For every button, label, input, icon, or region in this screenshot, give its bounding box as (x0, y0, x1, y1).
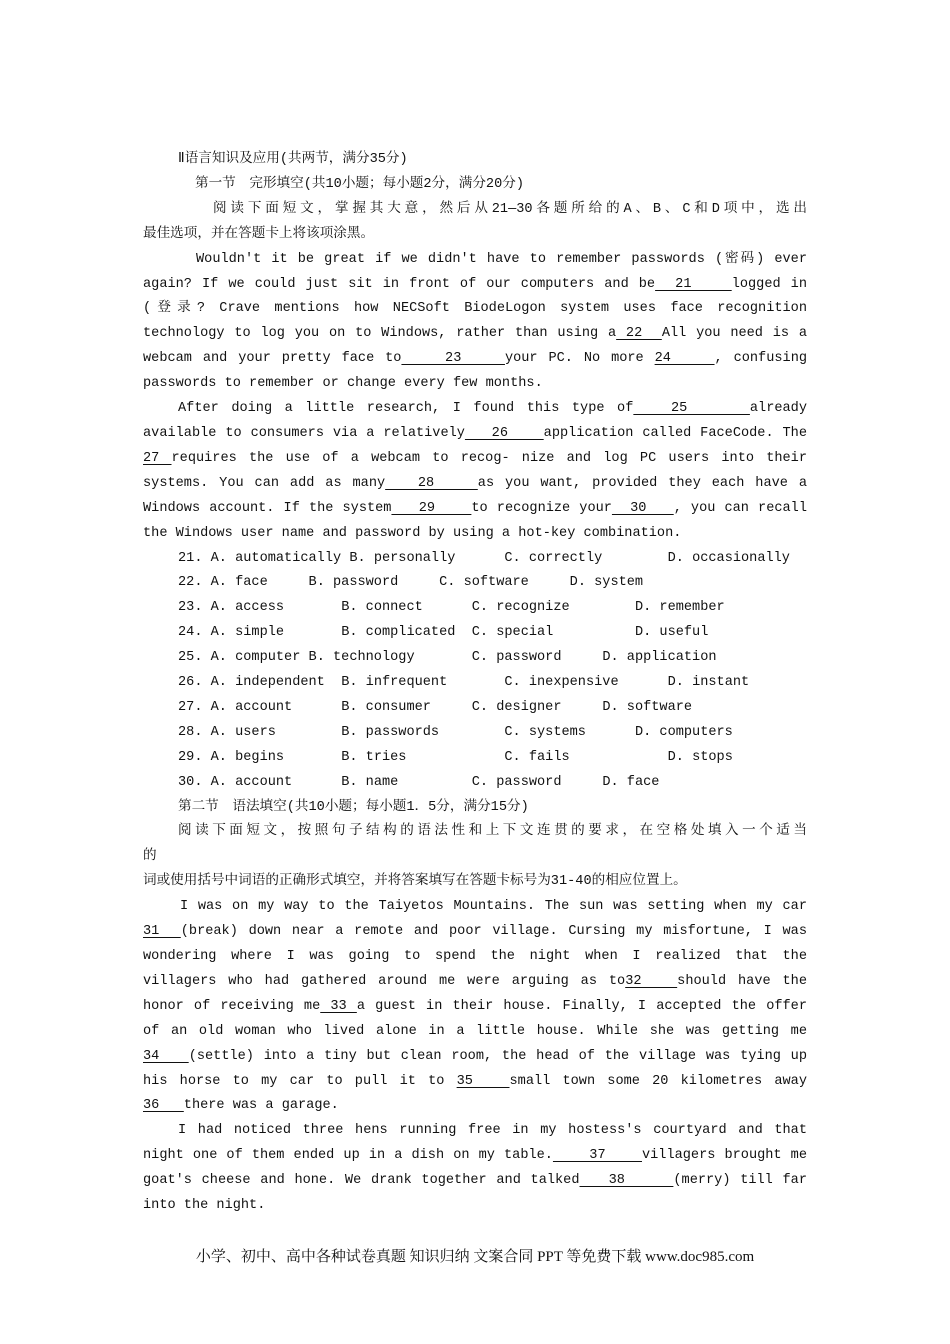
grammar-passage-line: 的 (143, 849, 157, 865)
option-d[interactable]: D. application (602, 650, 717, 666)
grammar-passage-line: 第二节 语法填空(共10小题；每小题1．5分，满分15分) (178, 799, 529, 815)
grammar-passage-line: I was on my way to the Taiyetos Mountains. The sun was setting when my car (180, 899, 807, 915)
answer-blank[interactable]: 30 (611, 500, 674, 516)
option-b[interactable]: B. technology (308, 650, 415, 666)
question-number: 26. (178, 675, 203, 691)
option-d[interactable]: D. instant (667, 675, 750, 691)
question-options-row (143, 746, 807, 771)
cloze-passage-line: the Windows user name and password by using a hot-key combination. (143, 525, 682, 541)
question-options-row (143, 671, 807, 696)
option-b[interactable]: B. infrequent (341, 675, 448, 691)
option-c[interactable]: C. password (471, 650, 562, 666)
option-c[interactable]: C. designer (471, 699, 562, 715)
option-d[interactable]: D. occasionally (667, 550, 790, 566)
question-number: 30. (178, 774, 203, 790)
option-b[interactable]: B. tries (341, 749, 407, 765)
grammar-passage-line: his horse to my car to pull it to 35 small town some 20 kilometres away (143, 1073, 808, 1089)
cloze-passage-line: Windows account. If the system 29 to recognize your 30 , you can recall (143, 500, 807, 516)
cloze-passage-line: 27 requires the use of a webcam to recog- nize and log PC users into their (143, 450, 807, 466)
option-d[interactable]: D. software (602, 699, 693, 715)
option-a[interactable]: A. independent (210, 675, 325, 691)
answer-blank[interactable]: 36 (143, 1098, 184, 1114)
answer-blank[interactable]: 31 (143, 924, 181, 940)
grammar-passage-line: wondering where I was going to spend the night when I realized that the (143, 949, 807, 964)
option-a[interactable]: A. automatically (210, 550, 342, 566)
answer-blank[interactable]: 21 (655, 276, 732, 292)
option-d[interactable]: D. stops (667, 749, 733, 765)
option-a[interactable]: A. face (210, 575, 268, 591)
question-number: 27. (178, 699, 203, 715)
option-c[interactable]: C. password (471, 774, 562, 790)
question-options-row (143, 596, 807, 621)
cloze-passage-line: passwords to remember or change every few months. (143, 376, 543, 392)
cloze-passage-line: 第一节 完形填空(共10小题；每小题2分，满分20分) (195, 176, 524, 192)
cloze-passage-line: Wouldn't it be great if we didn't have to remember passwords (密码) ever (196, 251, 807, 267)
answer-blank[interactable]: 32 (625, 973, 678, 989)
option-c[interactable]: C. inexpensive (504, 675, 619, 691)
option-b[interactable]: B. consumer (341, 699, 431, 715)
question-options-row (143, 696, 807, 721)
cloze-passage-line: technology to log you on to Windows, rather than using a 22 All you need is a (143, 326, 808, 342)
cloze-passage-line: 阅读下面短文，掌握其大意，然后从21—30各题所给的A、B、C和D项中，选出 (213, 201, 807, 217)
grammar-passage-line: I had noticed three hens running free in my hostess's courtyard and that (178, 1123, 807, 1139)
question-number: 24. (178, 625, 203, 641)
option-b[interactable]: B. password (308, 575, 399, 591)
option-b[interactable]: B. name (341, 774, 399, 790)
exam-document (143, 148, 807, 1219)
question-options-row (143, 646, 807, 671)
cloze-passage-line: again? If we could just sit in front of our computers and be 21 logged in (143, 276, 807, 292)
option-d[interactable]: D. remember (634, 600, 725, 616)
answer-blank[interactable]: 29 (391, 500, 472, 516)
question-number: 29. (178, 749, 203, 765)
cloze-passage-line: (登录? Crave mentions how NECSoft BiodeLogon system uses face recognition (143, 301, 807, 317)
option-a[interactable]: A. users (210, 724, 276, 740)
grammar-passage-line: of an old woman who lived alone in a little house. While she was getting me (143, 1023, 807, 1039)
answer-blank[interactable]: 25 (633, 401, 750, 417)
grammar-passage-line: 31 (break) down near a remote and poor village. Cursing my misfortune, I was (143, 924, 807, 940)
option-a[interactable]: A. account (210, 699, 293, 715)
option-a[interactable]: A. begins (210, 749, 285, 765)
answer-blank[interactable]: 28 (385, 475, 478, 491)
cloze-passage-line: 最佳选项，并在答题卡上将该项涂黑。 (143, 226, 375, 242)
grammar-passage-line: honor of receiving me 33 a guest in their house. Finally, I accepted the offer (143, 998, 807, 1014)
question-number: 22. (178, 575, 203, 591)
cloze-passage-line: webcam and your pretty face to 23 your PC. No more 24 , confusing (143, 351, 808, 367)
answer-blank[interactable]: 35 (456, 1073, 510, 1089)
cloze-passage-line: available to consumers via a relatively 26 application called FaceCode. The (143, 425, 807, 441)
cloze-passage-line: After doing a little research, I found this type of 25 already (178, 401, 807, 417)
option-c[interactable]: C. systems (504, 724, 586, 740)
grammar-passage-line: 34 (settle) into a tiny but clean room, the head of the village was tying up (143, 1048, 807, 1064)
option-a[interactable]: A. computer (210, 650, 301, 666)
option-a[interactable]: A. account (210, 774, 293, 790)
answer-blank[interactable]: 37 (552, 1148, 642, 1164)
answer-blank[interactable]: 33 (320, 998, 357, 1014)
cloze-passage-line: systems. You can add as many 28 as you want, provided they each have a (143, 475, 807, 491)
question-options-row (143, 621, 807, 646)
answer-blank[interactable]: 27 (143, 450, 172, 466)
option-b[interactable]: B. personally (349, 550, 456, 566)
option-b[interactable]: B. complicated (341, 625, 456, 641)
footer-advert: 小学、初中、高中各种试卷真题 知识归纳 文案合同 PPT 等免费下载 www.doc985.com (195, 1249, 755, 1265)
answer-blank[interactable]: 23 (401, 351, 505, 367)
grammar-passage-line: goat's cheese and hone. We drank together and talked 38 (merry) till far (143, 1173, 807, 1189)
option-a[interactable]: A. access (210, 600, 285, 616)
question-number: 25. (178, 650, 203, 666)
answer-blank[interactable]: 38 (579, 1173, 674, 1189)
answer-blank[interactable]: 34 (143, 1048, 189, 1064)
option-c[interactable]: C. special (471, 625, 554, 641)
grammar-passage-line: night one of them ended up in a dish on my table. 37 villagers brought me (143, 1148, 807, 1164)
grammar-passage-line: 阅读下面短文，按照句子结构的语法性和上下文连贯的要求，在空格处填入一个适当 (178, 824, 807, 840)
grammar-passage-line: villagers who had gathered around me were arguing as to32 should have the (143, 973, 807, 989)
option-d[interactable]: D. system (569, 575, 644, 591)
cloze-passage-line: Ⅱ语言知识及应用(共两节，满分35分) (178, 152, 408, 167)
question-number: 23. (178, 600, 203, 616)
option-b[interactable]: B. connect (341, 600, 423, 616)
grammar-passage-line: into the night. (143, 1198, 266, 1214)
option-d[interactable]: D. computers (634, 724, 733, 740)
question-options-row (143, 721, 807, 746)
grammar-passage-line: 词或使用括号中词语的正确形式填空，并将答案填写在答题卡标号为31-40的相应位置上。 (143, 874, 687, 890)
answer-blank[interactable]: 26 (464, 425, 544, 441)
question-options-row (143, 771, 807, 796)
answer-blank[interactable]: 22 (616, 326, 662, 342)
option-c[interactable]: C. correctly (504, 550, 603, 566)
question-options-row (143, 571, 807, 596)
option-d[interactable]: D. useful (634, 625, 709, 641)
option-b[interactable]: B. passwords (341, 724, 440, 740)
option-c[interactable]: C. recognize (471, 600, 570, 616)
question-number: 21. (178, 550, 203, 566)
option-c[interactable]: C. fails (504, 749, 570, 765)
answer-blank[interactable]: 24 (654, 351, 715, 367)
option-a[interactable]: A. simple (210, 625, 285, 641)
question-number: 28. (178, 724, 203, 740)
grammar-passage-line: 36 there was a garage. (143, 1098, 339, 1114)
question-options-row (143, 547, 807, 572)
option-d[interactable]: D. face (602, 774, 660, 790)
option-c[interactable]: C. software (439, 575, 529, 591)
